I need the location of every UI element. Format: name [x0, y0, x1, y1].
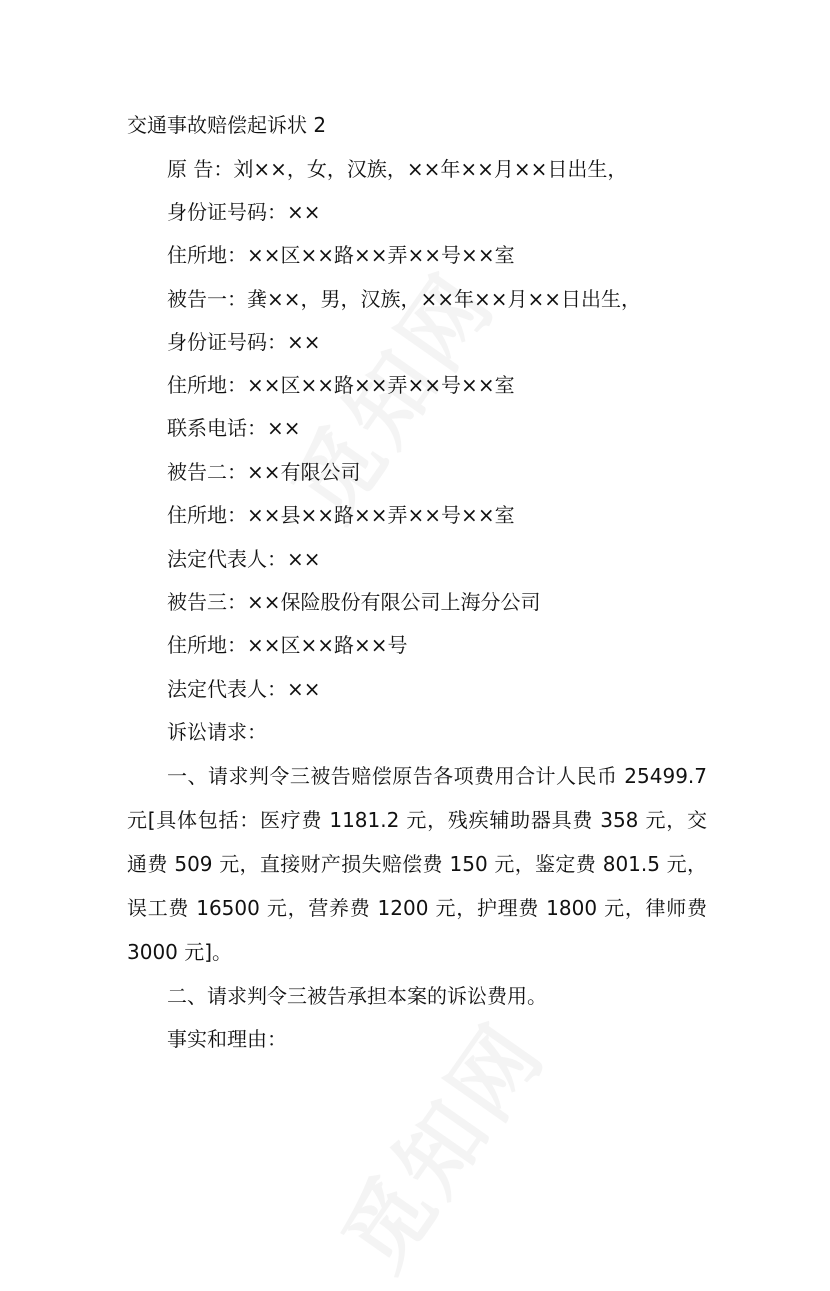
defendant2-rep: 法定代表人：×× [167, 547, 321, 571]
facts-heading: 事实和理由： [167, 1027, 287, 1051]
plaintiff-line: 原 告：刘××，女，汉族，××年××月××日出生， [167, 157, 628, 181]
claims-heading: 诉讼请求： [167, 720, 267, 744]
defendant1-address: 住所地：××区××路××弄××号××室 [167, 373, 515, 397]
plaintiff-address: 住所地：××区××路××弄××号××室 [167, 243, 515, 267]
defendant1-phone: 联系电话：×× [167, 416, 301, 440]
defendant1-line: 被告一：龚××，男，汉族，××年××月××日出生， [167, 287, 642, 311]
defendant3-address: 住所地：××区××路××号 [167, 633, 408, 657]
watermark [308, 993, 568, 1290]
claim1-line3: 通费 509 元，直接财产损失赔偿费 150 元，鉴定费 801.5 元， [127, 852, 707, 876]
defendant3-rep: 法定代表人：×× [167, 677, 321, 701]
claim1-line2: 元[具体包括：医疗费 1181.2 元，残疾辅助器具费 358 元，交 [127, 808, 707, 832]
claim1-line1: 一、请求判令三被告赔偿原告各项费用合计人民币 25499.7 [167, 764, 707, 788]
plaintiff-id: 身份证号码：×× [167, 200, 321, 224]
defendant3-line: 被告三：××保险股份有限公司上海分公司 [167, 590, 541, 614]
defendant2-line: 被告二：××有限公司 [167, 460, 361, 484]
defendant2-address: 住所地：××县××路××弄××号××室 [167, 503, 515, 527]
claim2-line: 二、请求判令三被告承担本案的诉讼费用。 [167, 984, 547, 1008]
defendant1-id: 身份证号码：×× [167, 330, 321, 354]
document-title: 交通事故赔偿起诉状 2 [127, 113, 327, 137]
claim1-line5: 3000 元]。 [127, 940, 233, 964]
claim1-line4: 误工费 16500 元，营养费 1200 元，护理费 1800 元，律师费 [127, 896, 707, 920]
